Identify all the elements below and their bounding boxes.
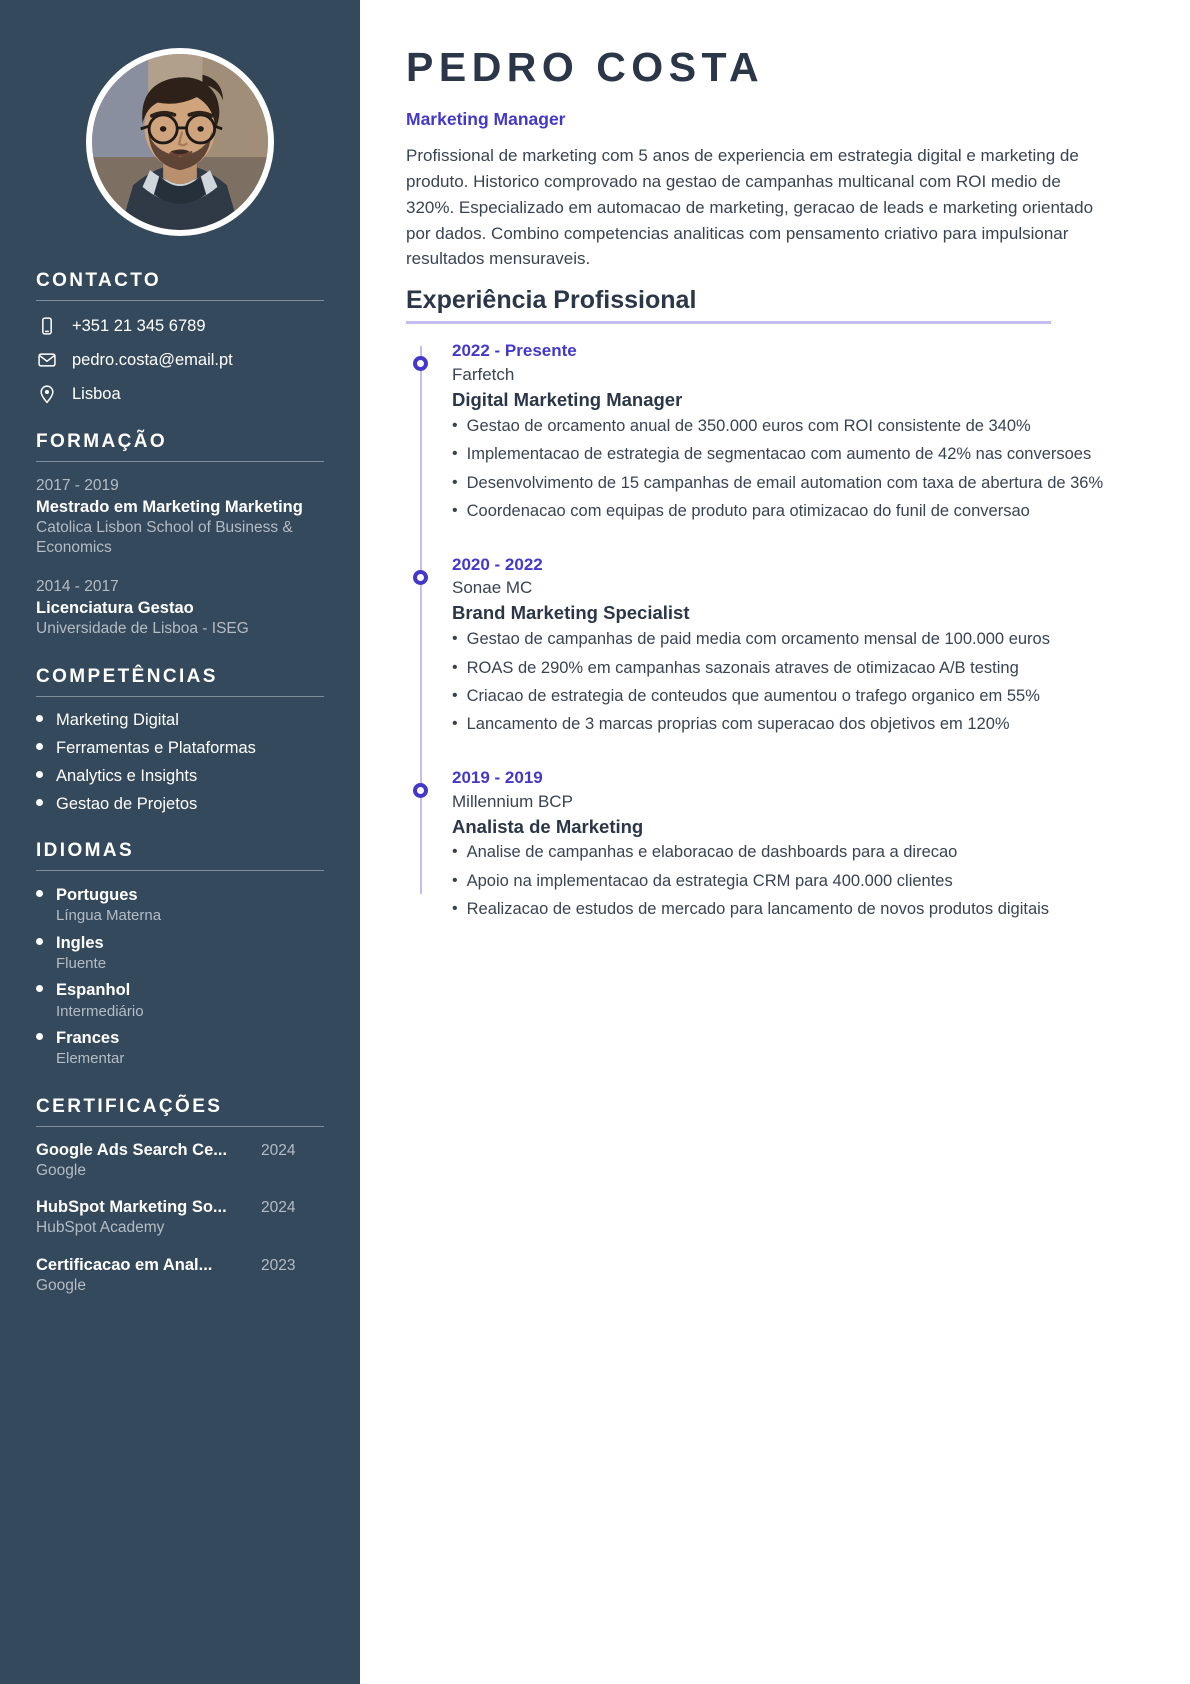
languages-heading: IDIOMAS bbox=[36, 839, 135, 861]
contact-email-value: pedro.costa@email.pt bbox=[72, 350, 233, 369]
education-dates: 2017 - 2019 bbox=[36, 477, 119, 494]
bullet-dot-icon bbox=[36, 743, 43, 750]
envelope-icon bbox=[36, 349, 58, 371]
divider bbox=[36, 870, 324, 871]
list-item bbox=[452, 500, 1110, 523]
list-item bbox=[36, 711, 324, 730]
bullet-dot-icon: • bbox=[452, 416, 458, 434]
certifications-section bbox=[36, 1096, 324, 1297]
timeline-dot-icon bbox=[413, 356, 428, 371]
avatar bbox=[86, 48, 274, 236]
phone-icon bbox=[36, 315, 58, 337]
timeline-dot-icon bbox=[413, 783, 428, 798]
certification-issuer: Google bbox=[36, 1276, 86, 1294]
experience-company: Millennium BCP bbox=[452, 791, 573, 811]
experience-bullets bbox=[452, 415, 1110, 524]
bullet-text: ROAS de 290% em campanhas sazonais atraves de otimizacao A/B testing bbox=[466, 658, 1019, 677]
certification-item bbox=[36, 1256, 324, 1297]
list-item bbox=[36, 885, 324, 927]
education-degree: Licenciatura Gestao bbox=[36, 599, 194, 618]
education-heading: FORMAÇÃO bbox=[36, 431, 168, 452]
bullet-text: Realizacao de estudos de mercado para lancamento de novos produtos digitais bbox=[466, 900, 1050, 919]
bullet-text: Analise de campanhas e elaboracao de dashboards para a direcao bbox=[466, 843, 958, 862]
skill-label: Marketing Digital bbox=[56, 710, 179, 729]
bullet-dot-icon: • bbox=[452, 715, 458, 733]
languages-list bbox=[36, 885, 324, 1070]
certification-item bbox=[36, 1141, 324, 1182]
skill-label: Ferramentas e Plataformas bbox=[56, 738, 256, 757]
professional-summary: Profissional de marketing com 5 anos de experiencia em estrategia digital e marketing de produto. Historico comprovado na gestao de campanhas multicanal com ROI medio de 320%. Especializado em automacao de marketing, geracao de leads e marketing orientado por dados. Combino competencias analiticas com pensamento criativo para impulsionar resultados mensuraveis. bbox=[406, 146, 1094, 269]
divider bbox=[36, 461, 324, 462]
language-name: Frances bbox=[56, 1028, 120, 1047]
skill-label: Analytics e Insights bbox=[56, 766, 198, 785]
certification-item bbox=[36, 1198, 324, 1239]
bullet-text: Desenvolvimento de 15 campanhas de email automation com taxa de abertura de 36% bbox=[466, 473, 1104, 492]
certification-header bbox=[36, 1198, 324, 1217]
page-title: PEDRO COSTA bbox=[406, 44, 765, 90]
language-name: Ingles bbox=[56, 933, 104, 952]
education-school: Catolica Lisbon School of Business & Economics bbox=[36, 518, 293, 557]
certification-year: 2024 bbox=[261, 1199, 296, 1217]
main-content bbox=[360, 0, 1190, 1684]
education-dates: 2014 - 2017 bbox=[36, 578, 119, 596]
bullet-dot-icon bbox=[36, 985, 43, 992]
education-section bbox=[36, 431, 324, 640]
divider bbox=[406, 321, 1051, 324]
experience-dates: 2022 - Presente bbox=[452, 341, 577, 361]
list-item bbox=[452, 870, 1110, 893]
location-pin-icon bbox=[36, 383, 58, 405]
timeline-line bbox=[420, 346, 422, 894]
experience-company: Sonae MC bbox=[452, 578, 533, 598]
list-item bbox=[452, 657, 1110, 680]
certification-name: HubSpot Marketing So... bbox=[36, 1198, 227, 1217]
language-name: Portugues bbox=[56, 885, 138, 904]
divider bbox=[36, 696, 324, 697]
experience-role: Analista de Marketing bbox=[452, 815, 644, 837]
bullet-dot-icon bbox=[36, 799, 43, 806]
bullet-dot-icon: • bbox=[452, 473, 458, 491]
avatar-container bbox=[36, 0, 324, 270]
list-item bbox=[452, 472, 1110, 495]
contact-phone-value: +351 21 345 6789 bbox=[72, 316, 206, 335]
certification-issuer: HubSpot Academy bbox=[36, 1219, 165, 1237]
experience-role: Brand Marketing Specialist bbox=[452, 602, 690, 624]
experience-item bbox=[452, 554, 1110, 737]
contact-item-location[interactable] bbox=[36, 383, 324, 405]
bullet-text: Lancamento de 3 marcas proprias com superacao dos objetivos em 120% bbox=[466, 715, 1010, 734]
certification-name: Certificacao em Anal... bbox=[36, 1255, 213, 1274]
contact-item-phone[interactable] bbox=[36, 315, 324, 337]
bullet-text: Gestao de campanhas de paid media com orcamento mensal de 100.000 euros bbox=[466, 630, 1050, 649]
certification-header bbox=[36, 1256, 324, 1275]
experience-role: Digital Marketing Manager bbox=[452, 388, 683, 410]
bullet-text: Implementacao de estrategia de segmentacao com aumento de 42% nas conversoes bbox=[466, 445, 1092, 464]
timeline-dot-icon bbox=[413, 570, 428, 585]
education-item bbox=[36, 577, 324, 639]
skills-section bbox=[36, 666, 324, 814]
list-item bbox=[36, 1028, 324, 1070]
sidebar bbox=[0, 0, 360, 1684]
experience-dates: 2020 - 2022 bbox=[452, 554, 543, 574]
education-school: Universidade de Lisboa - ISEG bbox=[36, 619, 249, 637]
skills-list bbox=[36, 711, 324, 814]
bullet-dot-icon: • bbox=[452, 900, 458, 918]
language-level: Fluente bbox=[56, 954, 107, 972]
bullet-dot-icon: • bbox=[452, 630, 458, 648]
certification-issuer: Google bbox=[36, 1161, 86, 1179]
list-item bbox=[36, 739, 324, 758]
experience-company: Farfetch bbox=[452, 365, 515, 385]
list-item bbox=[452, 628, 1110, 651]
bullet-dot-icon bbox=[36, 771, 43, 778]
list-item bbox=[452, 415, 1110, 438]
list-item bbox=[452, 443, 1110, 466]
bullet-dot-icon: • bbox=[452, 658, 458, 676]
bullet-dot-icon: • bbox=[452, 843, 458, 861]
certification-year: 2024 bbox=[261, 1141, 296, 1159]
education-item bbox=[36, 476, 324, 559]
bullet-dot-icon: • bbox=[452, 502, 458, 520]
bullet-dot-icon: • bbox=[452, 686, 458, 704]
list-item bbox=[36, 980, 324, 1022]
divider bbox=[36, 1126, 324, 1127]
list-item bbox=[36, 767, 324, 786]
experience-item bbox=[452, 767, 1110, 922]
bullet-text: Criacao de estrategia de conteudos que aumentou o trafego organico em 55% bbox=[466, 686, 1040, 705]
bullet-dot-icon bbox=[36, 1033, 43, 1040]
contact-heading: CONTACTO bbox=[36, 270, 162, 291]
skill-label: Gestao de Projetos bbox=[56, 794, 198, 813]
language-level: Elementar bbox=[56, 1050, 125, 1068]
list-item bbox=[452, 841, 1110, 864]
bullet-dot-icon: • bbox=[452, 871, 458, 889]
experience-timeline bbox=[406, 340, 1110, 922]
language-level: Língua Materna bbox=[56, 907, 162, 925]
bullet-text: Apoio na implementacao da estrategia CRM para 400.000 clientes bbox=[466, 871, 953, 890]
certification-name: Google Ads Search Ce... bbox=[36, 1140, 228, 1159]
language-name: Espanhol bbox=[56, 981, 131, 1000]
experience-dates: 2019 - 2019 bbox=[452, 767, 543, 787]
bullet-text: Coordenacao com equipas de produto para otimizacao do funil de conversao bbox=[466, 502, 1030, 521]
list-item bbox=[36, 933, 324, 975]
certification-header bbox=[36, 1141, 324, 1160]
experience-item bbox=[452, 340, 1110, 523]
bullet-dot-icon bbox=[36, 938, 43, 945]
list-item bbox=[452, 713, 1110, 736]
experience-bullets bbox=[452, 628, 1110, 737]
bullet-dot-icon bbox=[36, 890, 43, 897]
certifications-heading: CERTIFICAÇÕES bbox=[36, 1095, 223, 1117]
experience-heading: Experiência Profissional bbox=[406, 286, 697, 315]
list-item bbox=[452, 685, 1110, 708]
profile-photo-icon bbox=[92, 54, 268, 230]
languages-section bbox=[36, 840, 324, 1070]
job-title: Marketing Manager bbox=[406, 109, 566, 130]
experience-bullets bbox=[452, 841, 1110, 921]
bullet-dot-icon: • bbox=[452, 445, 458, 463]
education-degree: Mestrado em Marketing Marketing bbox=[36, 497, 303, 516]
contact-location-value: Lisboa bbox=[72, 384, 121, 403]
skills-heading: COMPETÊNCIAS bbox=[36, 665, 218, 687]
contact-item-email[interactable] bbox=[36, 349, 324, 371]
language-level: Intermediário bbox=[56, 1002, 144, 1020]
bullet-text: Gestao de orcamento anual de 350.000 euros com ROI consistente de 340% bbox=[466, 416, 1031, 435]
bullet-dot-icon bbox=[36, 715, 43, 722]
certification-year: 2023 bbox=[261, 1256, 296, 1274]
list-item bbox=[452, 898, 1110, 921]
list-item bbox=[36, 795, 324, 814]
contact-section bbox=[36, 270, 324, 405]
divider bbox=[36, 300, 324, 301]
